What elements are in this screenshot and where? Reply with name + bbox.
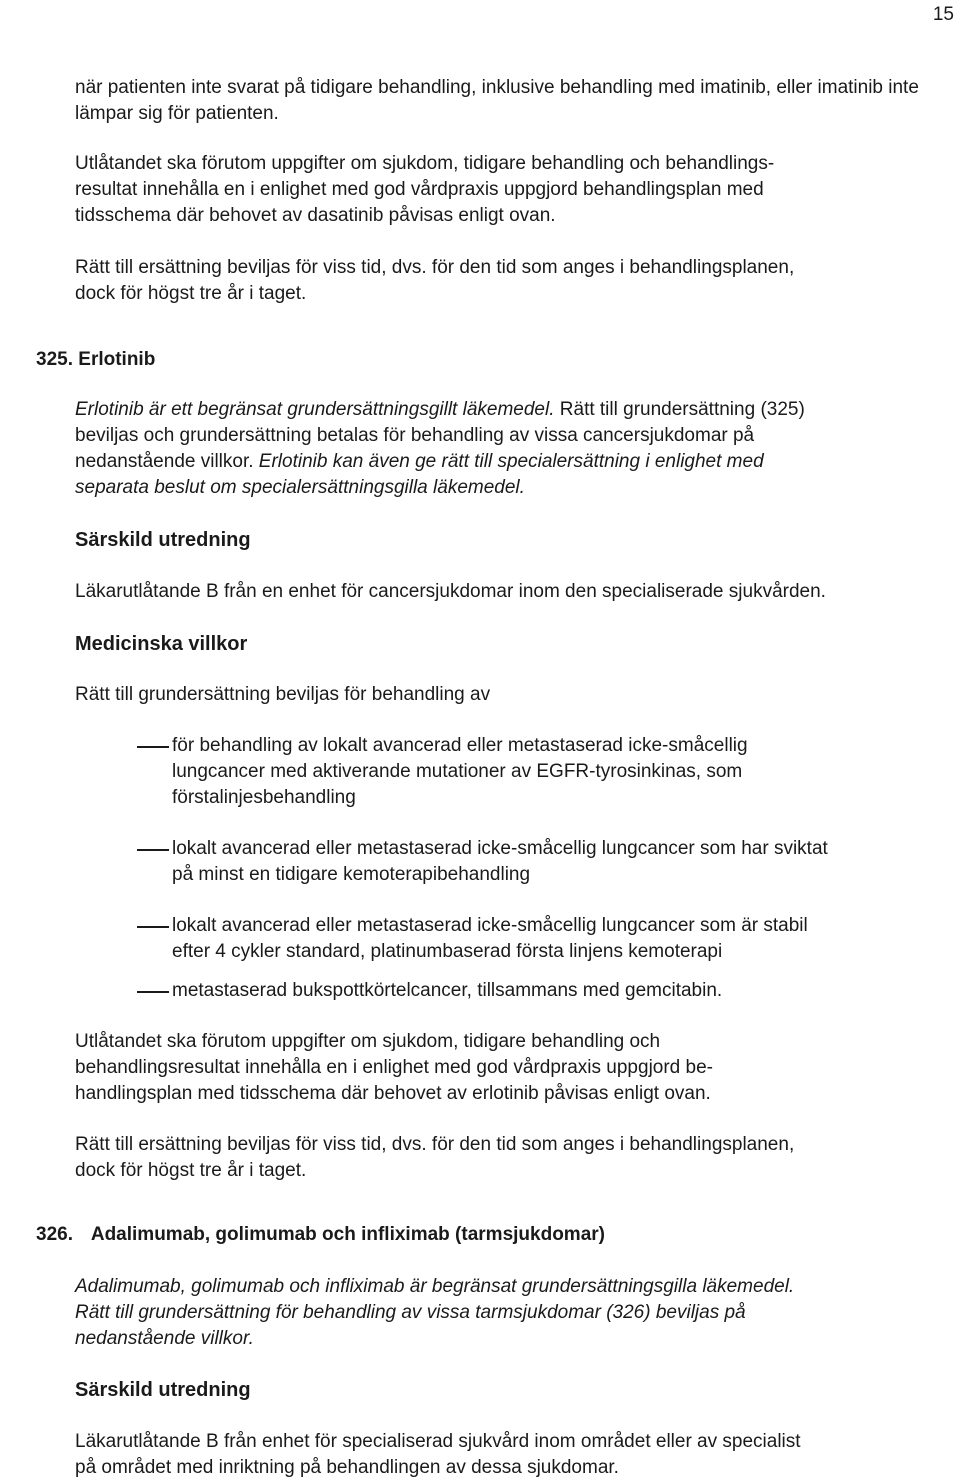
list-dash [137,746,169,748]
text-line: separata beslut om specialersättningsgilla läkemedel. [75,477,525,498]
text-line: behandlingsresultat innehålla en i enlighet med god vårdpraxis uppgjord be- [75,1057,713,1078]
list-dash [137,849,169,851]
text-line: Utlåtandet ska förutom uppgifter om sjukdom, tidigare behandling och behandlings- [75,153,775,174]
list-dash [137,991,169,993]
text-line: nedanstående villkor. Erlotinib kan även ge rätt till specialersättning i enlighet med [75,451,764,472]
text-line: nedanstående villkor. [75,1328,254,1349]
intro-paragraph-1: när patienten inte svarat på tidigare behandling, inklusive behandling med imatinib, eller imatinib inte lämpar sig för patienten. [75,77,919,124]
section-325-medical-intro: Rätt till grundersättning beviljas för behandling av [75,684,491,705]
section-title: Erlotinib [78,349,156,370]
list-dash [137,926,169,928]
text-line: tidsschema där behovet av dasatinib påvisas enligt ovan. [75,205,556,226]
section-325-statement [75,1029,960,1107]
section-326-heading [36,1222,605,1248]
text-line: beviljas och grundersättning betalas för behandling av vissa cancersjukdomar på [75,425,755,446]
intro-paragraph-2 [75,151,960,229]
section-325-special-text: Läkarutlåtande B från en enhet för cancersjukdomar inom den specialiserade sjukvården. [75,581,826,602]
section-title: Adalimumab, golimumab och infliximab (tarmsjukdomar) [90,1224,605,1245]
intro-paragraph-3 [75,255,960,307]
section-326-description [75,1274,960,1352]
section-number: 325. [36,349,73,370]
text-line: Rätt till ersättning beviljas för viss tid, dvs. för den tid som anges i behandlingsplanen, [75,1134,795,1155]
list-item: metastaserad bukspottkörtelcancer, tillsammans med gemcitabin. [172,980,723,1001]
text-line: resultat innehålla en i enlighet med god vårdpraxis uppgjord behandlingsplan med [75,179,764,200]
text-line: dock för högst tre år i taget. [75,283,307,304]
section-325-description [75,397,960,501]
section-325-heading [36,347,155,373]
text-line: Rätt till ersättning beviljas för viss tid, dvs. för den tid som anges i behandlingsplanen, [75,257,795,278]
text-line: Erlotinib är ett begränsat grundersättningsgillt läkemedel. Rätt till grundersättning (325) [75,399,805,420]
text-line: Rätt till grundersättning för behandling av vissa tarmsjukdomar (326) beviljas på [75,1302,746,1323]
list-item: lokalt avancerad eller metastaserad icke-småcellig lungcancer som är stabil efter 4 cykler standard, platinumbaserad första linjens kemoterapi [172,915,808,962]
list-item: lokalt avancerad eller metastaserad icke-småcellig lungcancer som har sviktat på minst en tidigare kemoterapibehandling [172,838,828,885]
list-item: för behandling av lokalt avancerad eller metastaserad icke-småcellig lungcancer med aktiverande mutationer av EGFR-tyrosinkinas, som förstalinjesbehandling [172,735,748,808]
text-line: Adalimumab, golimumab och infliximab är begränsat grundersättningsgilla läkemedel. [75,1276,795,1297]
text-line: handlingsplan med tidsschema där behovet av erlotinib påvisas enligt ovan. [75,1083,711,1104]
text-line: Läkarutlåtande B från enhet för specialiserad sjukvård inom området eller av specialist [75,1431,801,1452]
section-325-right-period [75,1132,960,1184]
section-326-special-text [75,1429,960,1481]
text-line: Utlåtandet ska förutom uppgifter om sjukdom, tidigare behandling och [75,1031,661,1052]
text-line: dock för högst tre år i taget. [75,1160,307,1181]
page-number: 15 [932,4,954,25]
section-number: 326. [36,1224,73,1245]
text-line: på området med inriktning på behandlingen av dessa sjukdomar. [75,1457,619,1478]
section-325-medical-heading: Medicinska villkor [75,633,248,655]
section-326-special-heading: Särskild utredning [75,1379,251,1401]
section-325-special-heading: Särskild utredning [75,529,251,551]
